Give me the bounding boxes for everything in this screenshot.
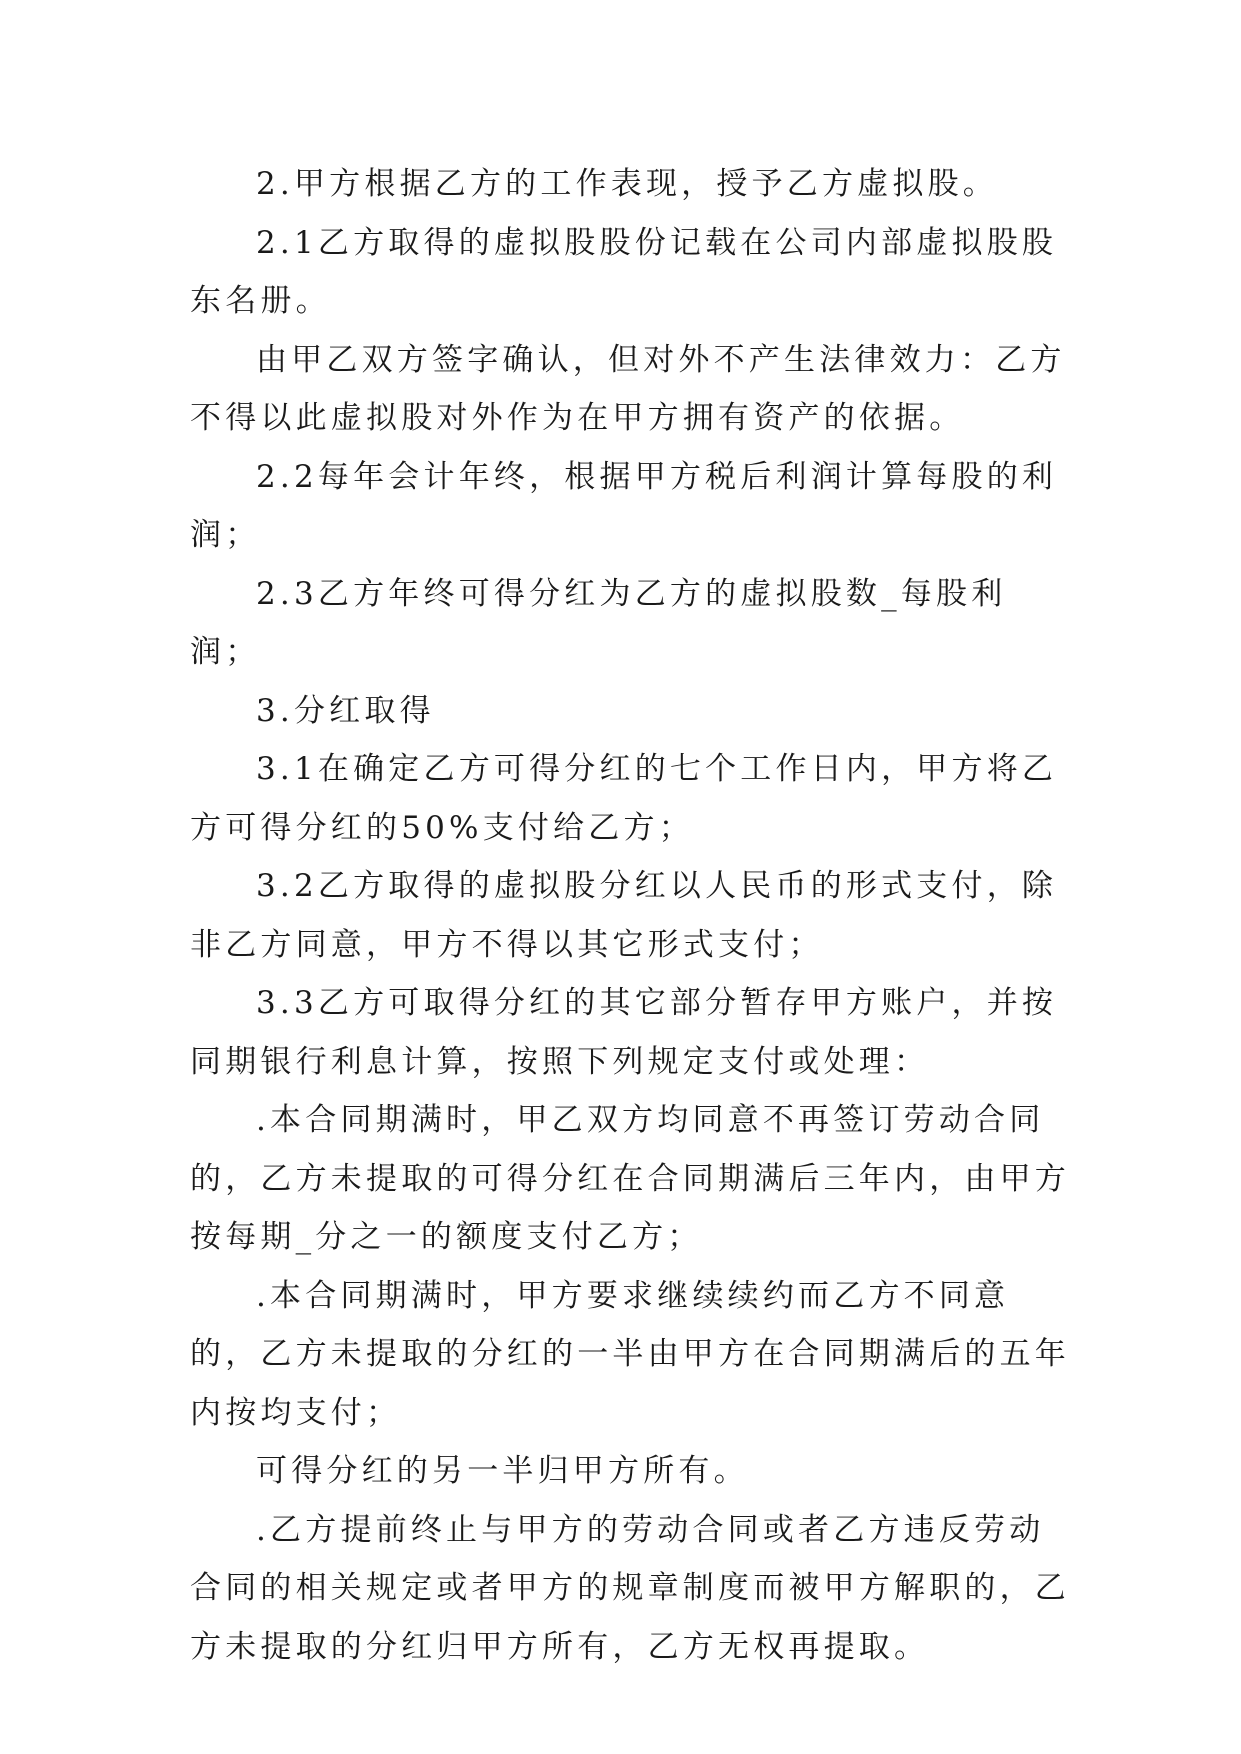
paragraph-other-half: 可得分红的另一半归甲方所有。: [256, 1453, 749, 1489]
paragraph-item-expiry-declined: .本合同期满时，甲方要求继续续约而乙方不同意的，乙方未提取的分红的一半由甲方在合同期满后的五年内按均支付；: [190, 1277, 1070, 1431]
paragraph-3-1: 3.1在确定乙方可得分红的七个工作日内，甲方将乙方可得分红的50%支付给乙方；: [190, 751, 1058, 846]
paragraph-3-2: 3.2乙方取得的虚拟股分红以人民币的形式支付，除非乙方同意，甲方不得以其它形式支付；: [190, 868, 1058, 963]
paragraph-3-heading: 3.分红取得: [256, 692, 435, 729]
paragraph-2-1: 2.1乙方取得的虚拟股股份记载在公司内部虚拟股股东名册。: [190, 224, 1058, 319]
document-body: [190, 155, 1070, 1676]
paragraph-3-3: 3.3乙方可取得分红的其它部分暂存甲方账户，并按同期银行利息计算，按照下列规定支付或处理：: [190, 985, 1058, 1080]
paragraph-signature-note: 由甲乙双方签字确认，但对外不产生法律效力：乙方不得以此虚拟股对外作为在甲方拥有资产的依据。: [190, 341, 1066, 436]
paragraph-item-expiry-no-renewal: .本合同期满时，甲乙双方均同意不再签订劳动合同的，乙方未提取的可得分红在合同期满后三年内，由甲方按每期_分之一的额度支付乙方；: [190, 1102, 1070, 1255]
paragraph-2: 2.甲方根据乙方的工作表现，授予乙方虚拟股。: [256, 166, 998, 202]
paragraph-2-2: 2.2每年会计年终，根据甲方税后利润计算每股的利润；: [190, 458, 1058, 553]
paragraph-item-early-termination: .乙方提前终止与甲方的劳动合同或者乙方违反劳动合同的相关规定或者甲方的规章制度而被甲方解职的，乙方未提取的分红归甲方所有，乙方无权再提取。: [190, 1511, 1070, 1665]
paragraph-2-3: 2.3乙方年终可得分红为乙方的虚拟股数_每股利润；: [190, 575, 1007, 670]
